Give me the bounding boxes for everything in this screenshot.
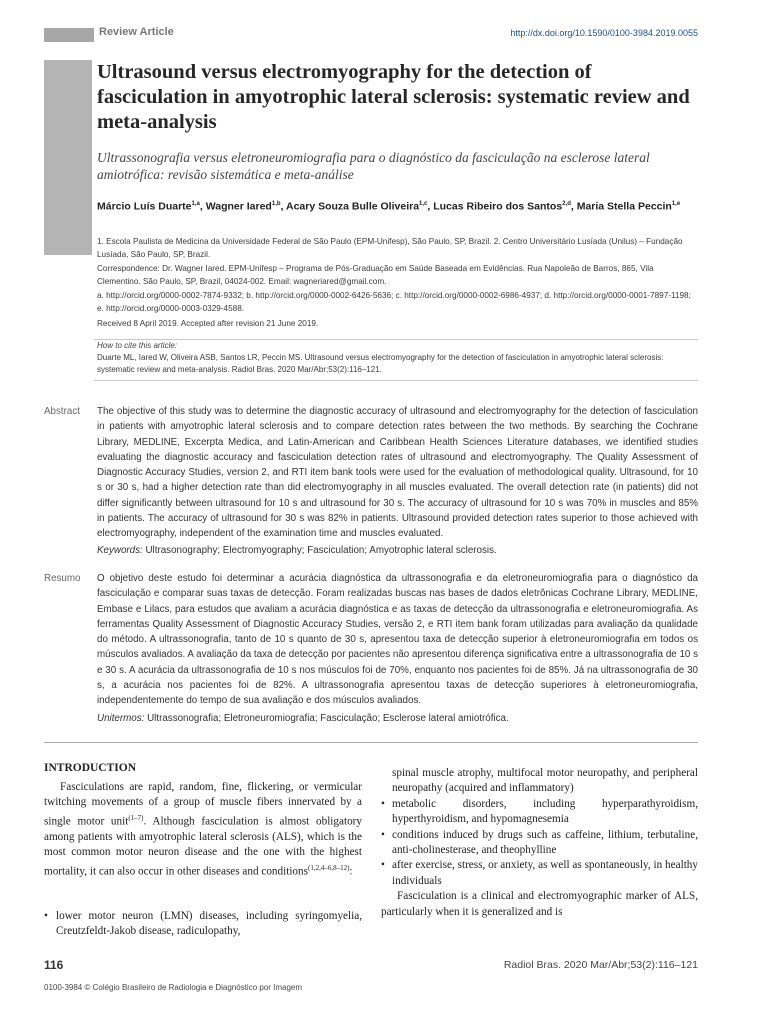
journal-citation: Radiol Bras. 2020 Mar/Abr;53(2):116–121 bbox=[503, 959, 698, 971]
page-number: 116 bbox=[44, 958, 64, 972]
citation-label: How to cite this article: bbox=[97, 341, 178, 350]
author-separator: , bbox=[199, 200, 206, 213]
list-item bbox=[381, 858, 698, 889]
paragraph-text: : bbox=[349, 865, 353, 878]
abstract-label: Abstract bbox=[44, 406, 80, 417]
orcid-list: a. http://orcid.org/0000-0002-7874-9332; b. http://orcid.org/0000-0002-6426-5636; c. http://orcid.org/0000-0002-6986-4937; d. http://orcid.org/0000-0001-7897-1198; e. http://orcid.org/0000-0003-0329-4588. bbox=[97, 291, 691, 313]
right-column bbox=[381, 766, 698, 920]
author-name: Márcio Luís Duarte bbox=[97, 200, 192, 213]
author-separator: , bbox=[427, 200, 434, 213]
reference-marker[interactable]: (1–7) bbox=[128, 813, 144, 822]
keywords-value: Ultrasonography; Electromyography; Fasciculation; Amyotrophic lateral sclerosis. bbox=[145, 545, 497, 556]
keywords-label: Keywords: bbox=[97, 545, 143, 556]
bullet-icon: • bbox=[44, 910, 48, 922]
doi-link[interactable]: http://dx.doi.org/10.1590/0100-3984.2019.0055 bbox=[510, 28, 698, 38]
introduction-heading: INTRODUCTION bbox=[44, 762, 137, 774]
unitermos-label: Unitermos: bbox=[97, 713, 145, 724]
header-accent-bar bbox=[44, 28, 94, 42]
author-affiliation-marker: 1,c bbox=[419, 201, 428, 207]
article-title: Ultrasound versus electromyography for the detection of fasciculation in amyotrophic lateral sclerosis: systematic review and meta-analysis bbox=[97, 61, 690, 133]
author-separator: , bbox=[280, 200, 286, 213]
bullet-icon: • bbox=[381, 828, 385, 841]
unitermos-value: Ultrassonografia; Eletroneuromiografia; Fasciculação; Esclerose lateral amiotrófica. bbox=[147, 713, 509, 724]
author-name: Wagner Iared bbox=[205, 200, 272, 213]
list-item-continuation: spinal muscle atrophy, multifocal motor neuropathy, and peripheral neuropathy (acquired and inflammatory) bbox=[392, 767, 698, 795]
list-item-text: after exercise, stress, or anxiety, as well as spontaneously, in healthy individuals bbox=[392, 859, 698, 887]
author-affiliation-marker: 1,a bbox=[191, 201, 200, 207]
author-separator: , bbox=[570, 200, 577, 213]
title-accent-bar bbox=[44, 60, 92, 255]
unitermos-line bbox=[97, 713, 698, 724]
list-item bbox=[381, 797, 698, 828]
section-divider bbox=[44, 742, 698, 743]
reference-marker[interactable]: (1,2,4–6,8–12) bbox=[307, 863, 350, 872]
received-dates: Received 8 April 2019. Accepted after revision 21 June 2019. bbox=[97, 319, 319, 328]
article-subtitle: Ultrassonografia versus eletroneuromiografia para o diagnóstico da fasciculação na esclerose lateral amiotrófica: revisão sistemática e meta-análise bbox=[97, 150, 650, 182]
citation-text: Duarte ML, Iared W, Oliveira ASB, Santos LR, Peccin MS. Ultrasound versus electromyography for the detection of fasciculation in amyotrophic lateral sclerosis: systematic review and meta-analysis. Radiol Bras. 2020 Mar/Abr;53(2):116–121. bbox=[97, 353, 664, 374]
resumo-text: O objetivo deste estudo foi determinar a acurácia diagnóstica da ultrassonografia e da eletroneuromiografia para o diagnóstico da fasciculação e comparar suas taxas de detecção. Foram realizadas buscas nas bases de dados eletrônicas Cochrane Library, MEDLINE, Embase e Lilacs, para estudos que avaliam a acurácia diagnóstica e as taxas de detecção da ultrassonografia e eletroneuromiografia. As ferramentas Quality Assessment of Diagnostic Accuracy Studies, versão 2, e RTI item bank foram utilizadas para avaliação da qualidade do método. A ultrassonografia, tanto de 10 s quanto de 30 s, apresentou taxa de detecção superior à eletroneuromiografia em todos os músculos avaliados. A avaliação da taxa de detecção por pacientes não apresentou diferença significativa entre a ultrassonografia de 10 s e 30 s. A acurácia da ultrassonografia de 10 s nos músculos foi de 70%, enquanto nos pacientes foi de 85%. Já na ultrassonografia de 30 s, a acurácia nos pacientes foi de 82%. A ultrassonografia apresentou taxas de detecção superiores à eletroneuromiografia, independentemente do tempo de sua avaliação e dos músculos avaliados. bbox=[97, 573, 698, 707]
resumo-label: Resumo bbox=[44, 573, 81, 584]
list-item-text: conditions induced by drugs such as caffeine, lithium, terbutaline, anti-cholinesterase, and theophylline bbox=[392, 828, 698, 857]
author-name: Lucas Ribeiro dos Santos bbox=[433, 200, 563, 213]
list-item-text: lower motor neuron (LMN) diseases, including syringomyelia, Creutzfeldt-Jakob disease, radiculopathy, bbox=[56, 910, 362, 938]
bullet-icon: • bbox=[381, 859, 385, 872]
body-paragraph: Fasciculation is a clinical and electromyographic marker of ALS, particularly when it is generalized and is bbox=[381, 890, 698, 918]
author-list bbox=[97, 196, 697, 216]
copyright-line: 0100-3984 © Colégio Brasileiro de Radiologia e Diagnóstico por Imagem bbox=[44, 983, 303, 992]
bullet-icon: • bbox=[381, 797, 385, 810]
author-name: Acary Souza Bulle Oliveira bbox=[285, 200, 420, 213]
correspondence: Correspondence: Dr. Wagner Iared. EPM-Unifesp – Programa de Pós-Graduação em Saúde Baseada em Evidências. Rua Napoleão de Barros, 865, Vila Clementino. São Paulo, SP, Brazil, 04024-002. Email: wagneriared@gmail.com. bbox=[97, 264, 654, 286]
author-name: Maria Stella Peccin bbox=[576, 200, 672, 213]
affiliations: 1. Escola Paulista de Medicina da Universidade Federal de São Paulo (EPM-Unifesp), São Paulo, SP, Brazil. 2. Centro Universitário Lusíada (Unilus) – Fundação Lusíada, São Paulo, SP, Brazil. bbox=[97, 237, 683, 259]
article-type-label: Review Article bbox=[99, 26, 174, 38]
author-affiliation-marker: 1,b bbox=[271, 201, 281, 207]
list-item bbox=[381, 828, 698, 859]
introduction-paragraph bbox=[44, 780, 362, 880]
author-affiliation-marker: 2,d bbox=[562, 201, 571, 207]
author-affiliation-marker: 1,e bbox=[671, 201, 681, 207]
paragraph-text: . Although fasciculation is almost obligatory among patients with amyotrophic lateral sclerosis (ALS), which is the most common motor neuron disease and the one with the highest mortality, it can also occur in other diseases and conditions bbox=[44, 815, 362, 878]
keywords-line bbox=[97, 545, 698, 556]
abstract-text: The objective of this study was to determine the diagnostic accuracy of ultrasound and electromyography for the detection of fasciculation in patients with amyotrophic lateral sclerosis and to compare detection rates between the two methods. By searching the Cochrane Library, MEDLINE, Excerpta Medica, and Latin-American and Caribbean Health Sciences Literature databases, we identified studies evaluating the diagnostic accuracy and fasciculation detection rates of ultrasound and electromyography. The Quality Assessment of Diagnostic Accuracy Studies, version 2, and RTI item bank tools were used for the evaluation of methodological quality. Ultrasound, for 10 s or 30 s, had a higher detection rate than did electromyography in all muscles evaluated. The overall detection rate (in patients) did not differ significantly between ultrasound for 10 s and ultrasound for 30 s. The accuracy of ultrasound for 10 s was 70% in muscles and 85% in patients. The accuracy of ultrasound for 30 s was 82% in patients. Ultrasound provided detection rates superior to those achieved with electromyography, independent of the examination time and muscles evaluated. bbox=[97, 406, 698, 540]
list-item bbox=[44, 909, 362, 940]
paragraph-text: Fasciculations are rapid, random, fine, flickering, or vermicular twitching movements of a group of muscle fibers innervated by a single motor unit bbox=[44, 781, 362, 828]
list-item-text: metabolic disorders, including hyperparathyroidism, hyperthyroidism, and hypomagnesemia bbox=[392, 797, 698, 826]
